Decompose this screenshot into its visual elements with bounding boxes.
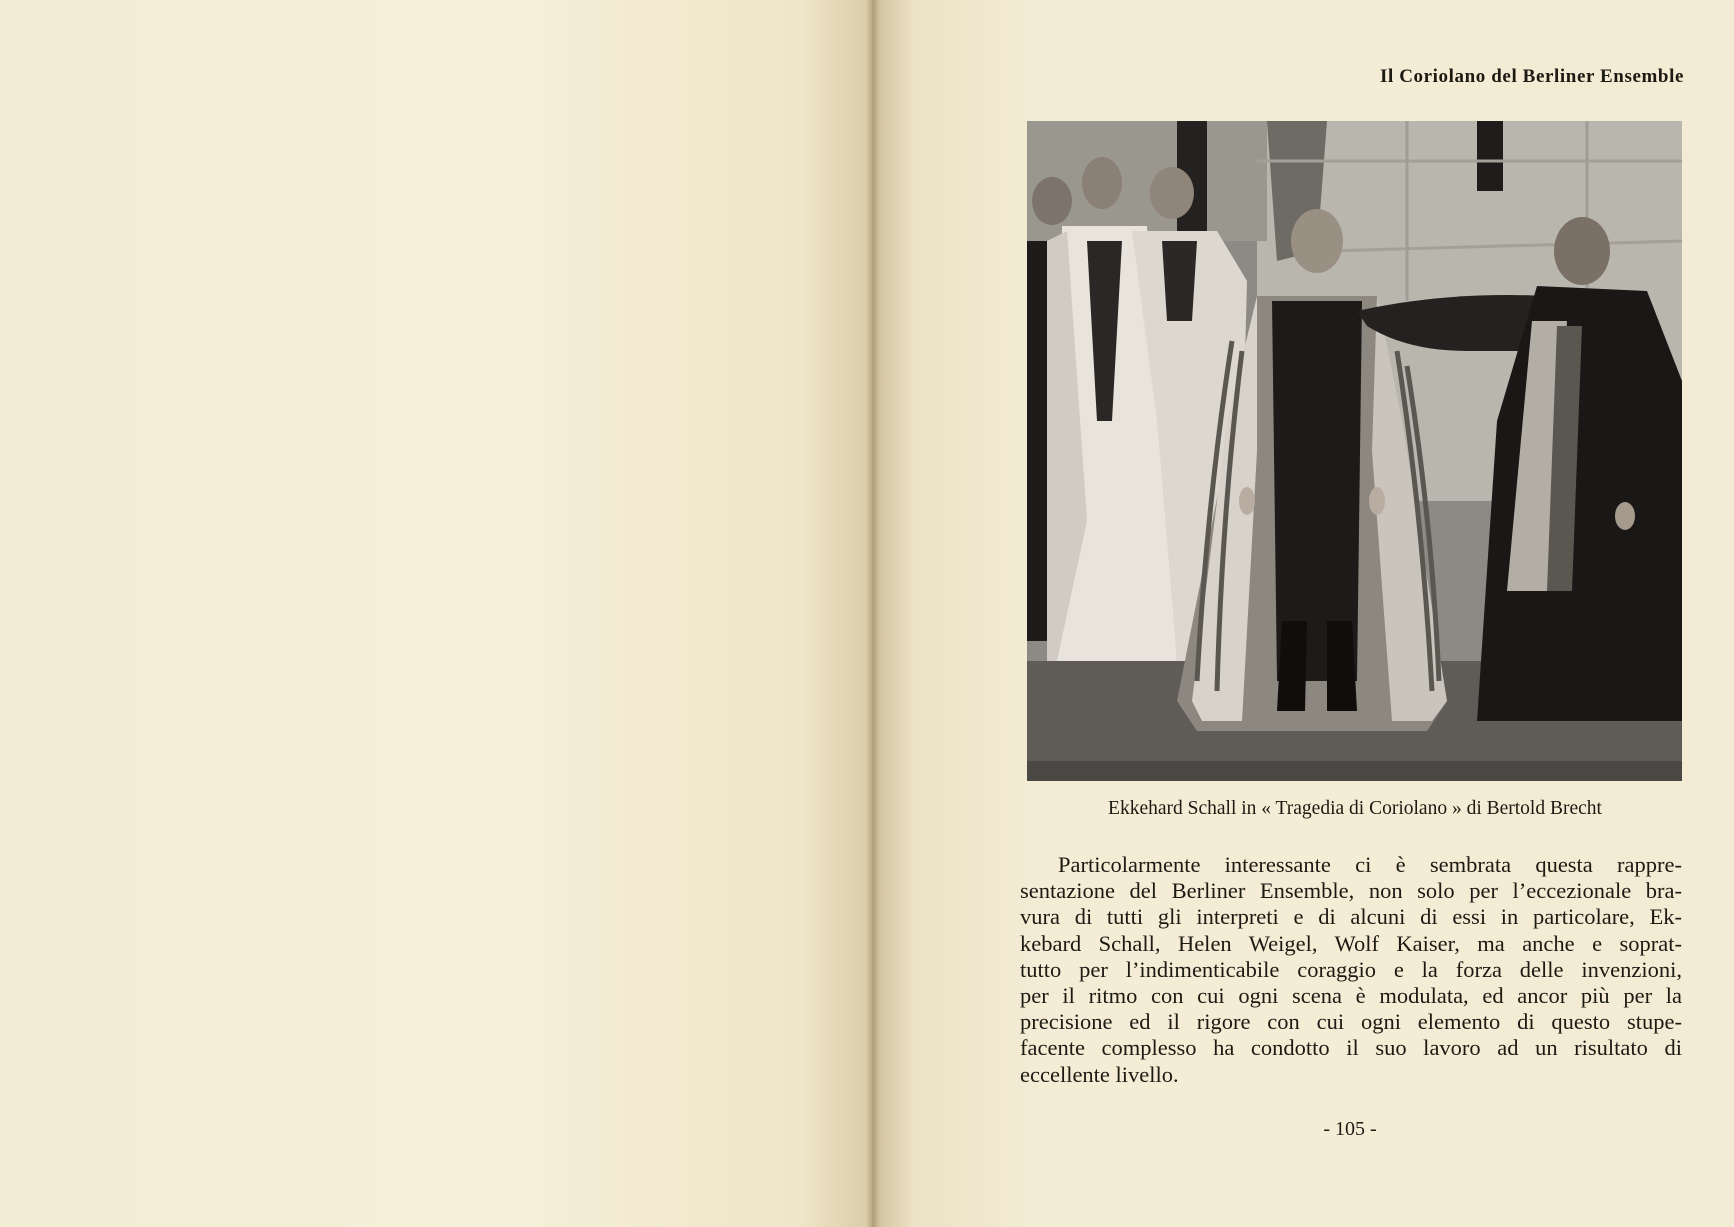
body-paragraph (1020, 852, 1682, 1088)
text-line: eccellente livello. (1020, 1061, 1179, 1087)
text-line: Particolarmente interessante ci è sembrata questa rappre- (1058, 852, 1682, 877)
running-head: Il Coriolano del Berliner Ensemble (1380, 66, 1684, 87)
text-line: tutto per l’indimenticabile coraggio e la forza delle invenzioni, (1020, 956, 1682, 982)
page-number: - 105 - (1323, 1118, 1377, 1140)
text-line: facente complesso ha condotto il suo lavoro ad un risultato di (1020, 1035, 1682, 1061)
text-line: vura di tutti gli interpreti e di alcuni di essi in particolare, Ek- (1020, 904, 1682, 930)
stage-photo (1027, 121, 1682, 781)
book-gutter (866, 0, 880, 1227)
text-line: sentazione del Berliner Ensemble, non solo per l’eccezionale bra- (1020, 878, 1682, 904)
text-line: precisione ed il rigore con cui ogni elemento di questo stupe- (1020, 1009, 1682, 1035)
text-line: kebard Schall, Helen Weigel, Wolf Kaiser, ma anche e soprat- (1020, 930, 1682, 956)
photo-caption: Ekkehard Schall in « Tragedia di Coriolano » di Bertold Brecht (1108, 798, 1602, 819)
text-line: per il ritmo con cui ogni scena è modulata, ed ancor più per la (1020, 983, 1682, 1009)
